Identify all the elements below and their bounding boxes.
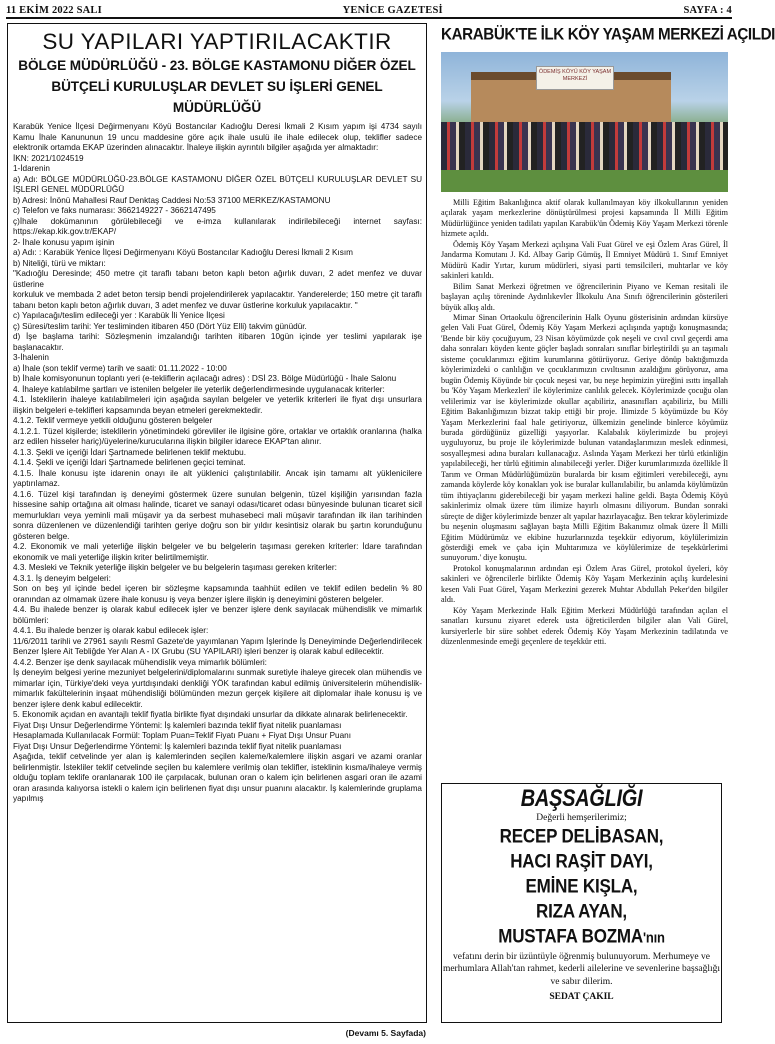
notice-paragraph: Son on beş yıl içinde bedel içeren bir sözleşme kapsamında taahhüt edilen ve teklif edilen bedelin % 80 oranından az olmamak üzere ihale konusu iş veya benzer işlere ilişkin iş deneyimini gösteren belgeler. xyxy=(13,584,422,604)
news-column xyxy=(441,23,775,1023)
notice-paragraph: b) İhale komisyonunun toplantı yeri (e-tekliflerin açılacağı adres) : DSİ 23. Bölge Müdürlüğü - İhale Salonu xyxy=(13,374,397,383)
crowd-shape xyxy=(441,122,728,172)
notice-paragraph: Hesaplamada Kullanılacak Formül: Toplam Puan=Teklif Fiyatı Puanı + Fiyat Dışı Unsur Puanı xyxy=(13,731,351,740)
deceased-name-5-suffix: 'nın xyxy=(642,929,665,946)
deceased-name-5 xyxy=(442,922,721,951)
notice-paragraph: d) İşe başlama tarihi: Sözleşmenin imzalandığı tarihten itibaren 10gün içinde yer teslimi yapılarak işe başlanacaktır. xyxy=(13,332,422,352)
notice-paragraph: Fiyat Dışı Unsur Değerlendirme Yöntemi: İş kalemleri bazında teklif fiyat nitelik puanlaması xyxy=(13,720,342,730)
news-paragraph: Ödemiş Köy Yaşam Merkezi açılışına Vali Fuat Gürel ve eşi Özlem Aras Gürel, İl Jandarma Komutanı J. Kd. Albay Garip Gümüş, İl Emniyet Müdürü 1. Sınıf Emniyet Müdürü Kadir Yırtar, kurum müdürleri, siyasi parti temsilcileri, muhtarlar ve köy sakinleri katıldı. xyxy=(441,239,728,281)
newspaper-name: YENİCE GAZETESİ xyxy=(342,4,443,16)
notice-paragraph: a) Adı: BÖLGE MÜDÜRLÜĞÜ-23.BÖLGE KASTAMONU DİĞER ÖZEL BÜTÇELİ KURULUŞLAR DEVLET SU İŞLERİ GENEL MÜDÜRLÜĞÜ xyxy=(13,174,422,194)
deceased-name-1: RECEP DELİBASAN, xyxy=(499,825,664,848)
deceased-name-3: EMİNE KIŞLA, xyxy=(525,875,638,898)
notice-paragraph: a) İhale (son teklif verme) tarih ve saati: 01.11.2022 - 10:00 xyxy=(13,363,227,373)
condolence-title: BAŞSAĞLIĞI xyxy=(520,785,643,813)
notice-paragraph: 5. Ekonomik açıdan en avantajlı teklif fiyatla birlikte fiyat dışındaki unsurlar da dikkate alınarak belirlenecektir. xyxy=(13,710,408,719)
news-paragraph: Mimar Sinan Ortaokulu öğrencilerinin Halk Oyunu gösterisinin ardından kürsüye gelen Vali Fuat Gürel, Ödemiş Köy Yaşam Merkezi açılışında yaptığı konuşmasında; 'Bende bir köy çocuğuyum, 23 Nisan köyümüzde çok neşeli ve cıvıl cıvıl geçerdi ama daha sonraları köyden kente göçler başladı sonraları sınıflar birleştirildi şu an taşımalı sisteme çocuklarımızı eğitim kurumlarına götürüyoruz. Geriye dönüp baktığımızda köylerimizdeki o canlılığın ve çocuklarımızın cıvıltısının azaldığını görüyoruz, ama bugün Ödemiş Köyünde bir çocuk neşesi var, bu neşe hepimizin yüreğini ısıttı inşallah bu 'Köy Yaşam Merkezleri' ile köylerimize canlılık gelecek. Köylerimizde çocuğu olan velilerimiz var ise köylerimizde okullar açabiliriz, anasınıfları açabiliriz, bu Milli Eğitim Bakanlığımızın bizzat takip ettiği bir proje. İlimizde 5 köyümüzde bu Köy Yaşam Merkezlerini faal hale getiriyoruz, ülkemizin genelinde binlerce köyümüz burada gördüğünüz güzelliği yaşıyorlar. Kalabalık köylerimizde bu projeyi uyguluyoruz, bu proje ile köylerimizde bulunan vatandaşlarımızın meslek edinmesi, sosyalleşmesi adına buraları kullanacağız. Aslında Yaşam Merkezi her türlü etkinliğin yapılabileceği, her türlü eğitimin alınabileceği yerler. Diğer kurumlarımızda özellikle İl Tarım ve Orman Müdürlüğümüzün buralarda bir kısım eğitimleri verebileceği, aynı zamanda köylerde köy konakları yok ise buralar kullanılabilir, bu anlamda köylümüzün tüm ihtiyaçlarını giderebileceği bir yaşam merkezi haline geldi. Başta Ödemiş Köyü sakinlerimiz olmak üzere tüm ilimize hayırlı olmasını diliyorum. Bundan sonraki süreçte de diğer köylerimizde benzer alt yapılar hazırlayacağız. Ben tekrar köylerimizde bu neşenin oluşmasını sağlayan başta Milli Eğitim Bakanımız olmak üzere İl Milli Eğitim Müdürümüz ve ekibine huzurlarınızda teşekkür ediyorum, köylülerimizin gösterdiği emek ve çaba için Muhtarımıza ve köylülerimize de teşekkürlerimi sunuyorum.' diye konuştu. xyxy=(441,312,728,563)
notice-paragraph: 2- İhale konusu yapım işinin xyxy=(13,237,115,247)
notice-paragraph: 3-İhalenin xyxy=(13,353,49,362)
notice-paragraph: c) Yapılacağı/teslim edileceği yer : Karabük İli Yenice İlçesi xyxy=(13,311,225,320)
page-header xyxy=(6,3,732,17)
notice-paragraph: 4. İhaleye katılabilme şartları ve istenilen belgeler ile yeterlik değerlendirmesinde uygulanacak kriterler: xyxy=(13,384,385,394)
notice-paragraph: 4.1.2.1. Tüzel kişilerde; isteklilerin yönetimindeki görevliler ile ilgisine göre, ortaklar ve ortaklık oranlarına (halka arz edilen hisseler hariç)/üyelerine/kurucularına ilişkin bilgiler idarece EKAP'tan alınır. xyxy=(13,426,422,446)
notice-subtitle-2: BÜTÇELİ KURULUŞLAR DEVLET SU İŞLERİ GENEL MÜDÜRLÜĞÜ xyxy=(51,79,383,115)
notice-paragraph: İKN: 2021/1024519 xyxy=(13,153,84,163)
notice-paragraph: 4.1.5. İhale konusu işte idarenin onayı ile alt yüklenici çalıştırılabilir. Ancak işin tamamı alt yüklenicilere yaptırılamaz. xyxy=(13,468,422,488)
issue-date: 11 EKİM 2022 SALI xyxy=(6,4,102,16)
header-rule xyxy=(6,17,732,19)
deceased-name-5-text: MUSTAFA BOZMA xyxy=(498,925,643,948)
continued-note: (Devamı 5. Sayfada) xyxy=(345,1028,426,1038)
notice-paragraph: 4.2. Ekonomik ve mali yeterliğe ilişkin belgeler ve bu belgelerin taşıması gereken kriterler: İdare tarafından ekonomik ve mali yeterliğe ilişkin kriter belirtilmemiştir. xyxy=(13,542,422,562)
condolence-box xyxy=(441,783,722,1023)
notice-paragraph: c) Telefon ve faks numarası: 3662149227 - 3662147495 xyxy=(13,206,216,215)
tender-notice xyxy=(7,23,427,1023)
news-body xyxy=(441,198,728,647)
notice-paragraph: 4.3. Mesleki ve Teknik yeterliğe ilişkin belgeler ve bu belgelerin taşıması gereken kriterler: xyxy=(13,563,337,572)
notice-subtitle-1: BÖLGE MÜDÜRLÜĞÜ - 23. BÖLGE KASTAMONU DİĞER ÖZEL xyxy=(18,58,416,73)
condolence-intro: Değerli hemşerilerimiz; xyxy=(536,813,627,823)
deceased-name-2: HACI RAŞİT DAYI, xyxy=(510,850,653,873)
page-number: SAYFA : 4 xyxy=(683,4,732,16)
notice-paragraph: b) Adresi: İnönü Mahallesi Rauf Denktaş Caddesi No:53 37100 MERKEZ/KASTAMONU xyxy=(13,195,331,205)
news-paragraph: Köy Yaşam Merkezinde Halk Eğitim Merkezi Müdürlüğü tarafından açılan el sanatları kursunu ziyaret ederek usta öğreticilerden bilgiler alan Vali Gürel, kursiyerlerle bir süre sohbet ederek Ödemiş Köy Yaşam Merkezinin tadilatında ve düzenlenmesinde emeği geçenlere de teşekkür etti. xyxy=(441,605,728,647)
grass-shape xyxy=(441,170,728,192)
notice-paragraph: "Kadıoğlu Deresinde; 450 metre çit taraflı tabanı beton kaplı beton ağırlık duvarı, 2 adet menfez ve duvar üstlerine xyxy=(13,269,422,289)
news-headline: KARABÜK'TE İLK KÖY YAŞAM MERKEZİ AÇILDI xyxy=(441,25,775,44)
notice-paragraph: 11/6/2011 tarihli ve 27961 sayılı Resmî Gazete'de yayımlanan Yapım İşlerinde İş Deneyiminde Değerlendirilecek Benzer İşlere Ait Tebliğde Yer Alan A - IX Grubu (SU YAPILARI) işleri benzer iş olarak kabul edilecektir. xyxy=(13,636,422,656)
notice-paragraph: 4.4. Bu ihalede benzer iş olarak kabul edilecek işler ve benzer işlere denk sayılacak mühendislik ve mimarlık bölümleri: xyxy=(13,605,422,625)
notice-paragraph: b) Niteliği, türü ve miktarı: xyxy=(13,258,106,268)
condolence-signature: SEDAT ÇAKIL xyxy=(549,991,614,1002)
notice-paragraph: ç) Süresi/teslim tarihi: Yer tesliminden itibaren 450 (Dört Yüz Elli) takvim günüdür. xyxy=(13,321,307,331)
news-paragraph: Bilim Sanat Merkezi öğretmen ve öğrencilerinin Piyano ve Keman resitali ile başlayan açılış töreninde Aydınlıkevler İlkokulu Ana Sınıfı öğrencilerinin gösterileri büyük alkış aldı. xyxy=(441,281,728,312)
notice-paragraph: a) Adı: : Karabük Yenice İlçesi Değirmenyanı Köyü Bostancılar Kadıoğlu Deresi İkmali 2 Kısım xyxy=(13,248,353,257)
notice-body xyxy=(8,118,426,805)
notice-paragraph: Karabük Yenice İlçesi Değirmenyanı Köyü Bostancılar Kadıoğlu Deresi İkmali 2 Kısım yapım işi 4734 sayılı Kamu İhale Kanununun 19 uncu maddesine göre açık ihale usulü ile ihale edilecek olup, teklifler sadece elektronik ortamda EKAP üzerinden alınacaktır. İhaleye ilişkin ayrıntılı bilgiler aşağıda yer almaktadır: xyxy=(13,122,422,152)
photo-sign: ÖDEMİŞ KÖYÜ KÖY YAŞAM MERKEZİ xyxy=(536,66,614,90)
notice-paragraph: 4.1.2. Teklif vermeye yetkili olduğunu gösteren belgeler xyxy=(13,416,213,425)
news-paragraph: Milli Eğitim Bakanlığınca aktif olarak kullanılmayan köy ilkokullarının yeniden açılarak yaşam merkezlerine dönüştürülmesi projesi kapsamında İl Milli Eğitim Müdürlüğünce yeniden tadilatı yapılan Karabük'ün Ödemiş Köy Yaşam Merkezi törenle hizmete açıldı. xyxy=(441,198,728,239)
notice-paragraph: 4.1.3. Şekli ve içeriği İdari Şartnamede belirlenen teklif mektubu. xyxy=(13,447,247,457)
condolence-message: vefatını derin bir üzüntüyle öğrenmiş bulunuyorum. Merhumeye ve merhumlara Allah'tan rahmet, kederli ailelerine ve sevenlerine başsağlığı ve sabır dilerim. xyxy=(442,952,721,987)
notice-paragraph: 4.1.6. Tüzel kişi tarafından iş deneyimi göstermek üzere sunulan belgenin, tüzel kişiliğin yarısından fazla hissesine sahip ortağına ait olması halinde, ticaret ve sanayi odası/ticaret odası bünyesinde bulunan ticaret sicil memurlukları veya yeminli mali müşavir ya da serbest muhasebeci mali müşavir tarafından ilk ilan tarihinden sonra düzenlenen ve düzenlendiği tarihten geriye doğru son bir yıldır kesintisiz olarak bu şartın korunduğunu gösteren belge. xyxy=(13,489,422,541)
notice-title: SU YAPILARI YAPTIRILACAKTIR xyxy=(42,29,392,54)
notice-paragraph: 4.1.4. Şekli ve içeriği İdari Şartnamede belirlenen geçici teminat. xyxy=(13,458,246,467)
notice-paragraph: 4.1. İsteklilerin ihaleye katılabilmeleri için aşağıda sayılan belgeler ve yeterlik kriterleri ile fiyat dışı unsurlara ilişkin belgeleri e-teklifleri kapsamında beyan etmeleri gerekmektedir. xyxy=(13,395,422,415)
notice-paragraph: İş deneyim belgesi yerine mezuniyet belgelerini/diplomalarını sunmak suretiyle ihaleye girecek olan mühendis ve mimarlar için, Türkiye'deki veya yurtdışındaki denkliği YÖK tarafından kabul edilmiş üniversitelerin mühendislik-mimarlık fakültelerinin inşaat mühendisliği bölümünden mezun gerçek kişilere ait diplomalar ihale konusu iş ve benzer işlere denk kabul edilecektir. xyxy=(13,668,422,709)
news-photo xyxy=(441,52,728,192)
deceased-name-4: RIZA AYAN, xyxy=(536,900,627,923)
notice-paragraph: 1-İdarenin xyxy=(13,164,50,173)
notice-paragraph: 4.4.1. Bu ihalede benzer iş olarak kabul edilecek işler: xyxy=(13,626,209,635)
notice-paragraph: korkuluk ve membada 2 adet beton tersip bendi projelendirilerek yapılacaktır. Yanderelerde; 150 metre çit taraflı tabanı beton kaplı beton ağırlık duvarı, 3 adet menfez ve duvar üstlerine korkuluk yapılacaktır. " xyxy=(13,290,422,310)
notice-paragraph: ç)İhale dokümanının görülebileceği ve e-imza kullanılarak indirilebileceği internet sayfası: https://ekap.kik.gov.tr/EKAP/ xyxy=(13,216,422,236)
notice-paragraph: 4.3.1. İş deneyim belgeleri: xyxy=(13,573,111,583)
news-paragraph: Protokol konuşmalarının ardından eşi Özlem Aras Gürel, protokol üyeleri, köy sakinleri ve öğrencilerle birlikte Ödemiş Köy Yaşam Merkezinin açılış kurdelesini kesen Vali Fuat Gürel, Yaşam Merkezini gezerek Muhtar Abdullah Peker'den bilgiler aldı. xyxy=(441,563,728,605)
notice-paragraph: 4.4.2. Benzer işe denk sayılacak mühendislik veya mimarlık bölümleri: xyxy=(13,657,267,667)
notice-paragraph: Aşağıda, teklif cetvelinde yer alan iş kalemlerinden seçilen kaleme/kalemlere ilişkin asgari ve azami oranlar belirlenmiştir. İstekliler teklif cetvelinde seçilen bu kalemlere verilmiş olan teklifler, isteklinin kısma/ihaleye vermiş olduğu toplam teklife oranlanarak 100 ile çarpılacak, bulunan oran o kalem için belirlenen asgari oran ile azami oran arasında kalıyorsa istekli o kalem için belirlenen fiyat dışı unsur puanını alacaktır. İş kalemlerinde gruplama yapılmış xyxy=(13,752,422,803)
notice-paragraph: Fiyat Dışı Unsur Değerlendirme Yöntemi: İş kalemleri bazında teklif fiyat nitelik puanlaması xyxy=(13,741,342,751)
